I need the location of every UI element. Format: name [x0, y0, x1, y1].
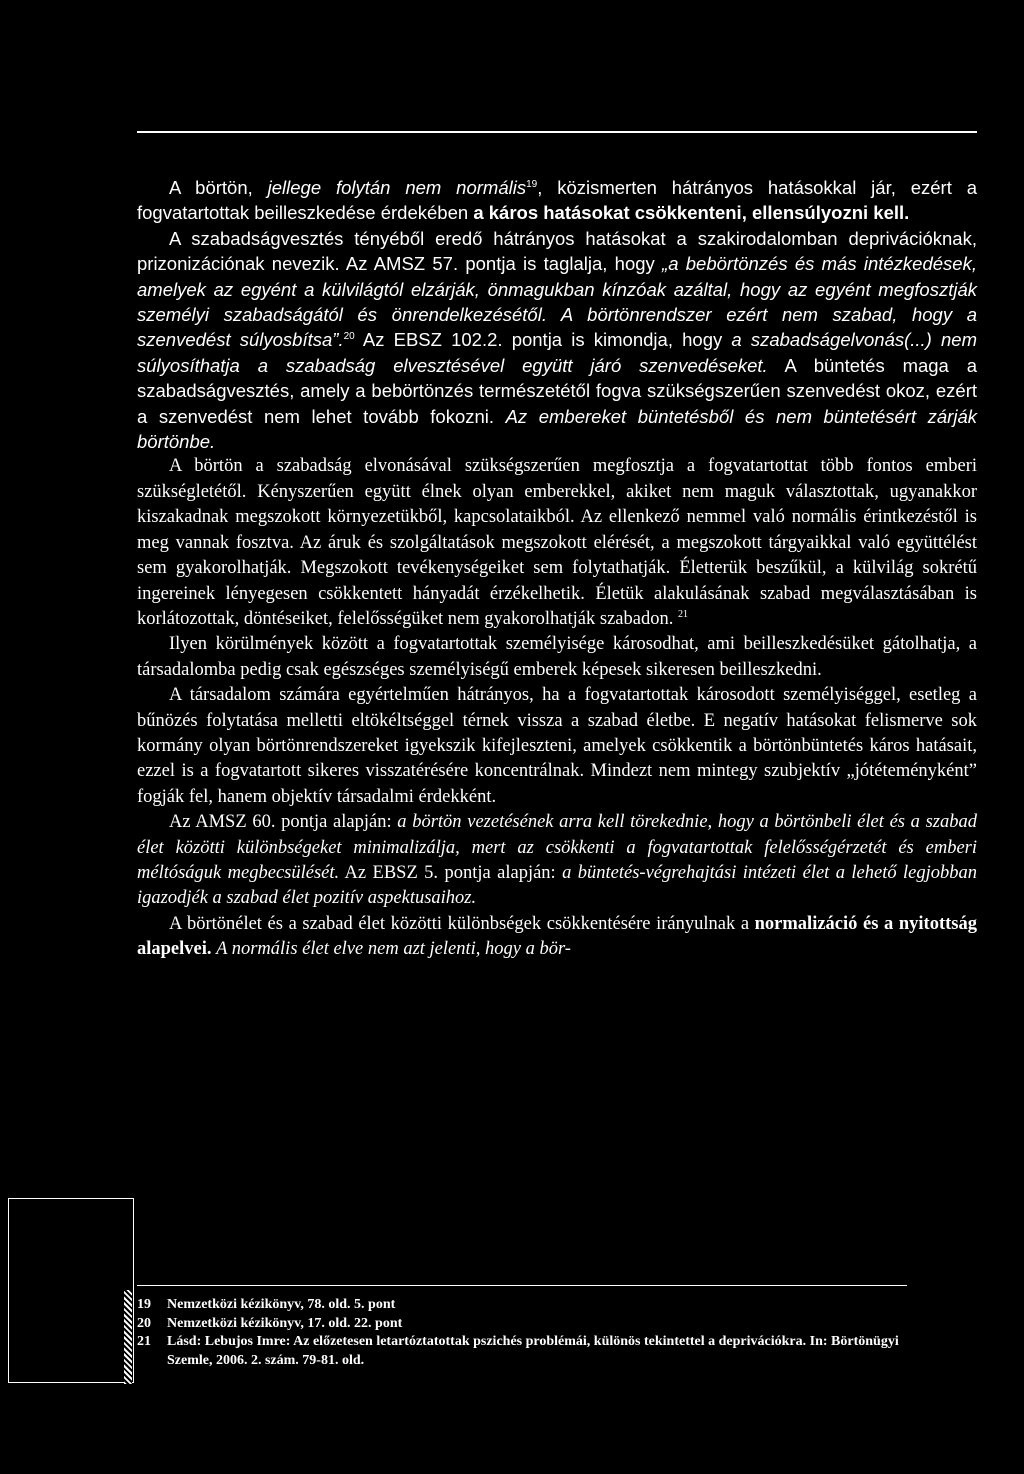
footnote-text: Lásd: Lebujos Imre: Az előzetesen letartóztatottak pszichés problémái, különös tekintettel a deprivációkra. In: Börtönügyi Szemle, 2006. 2. szám. 79-81. old. — [167, 1334, 899, 1368]
text-segment: a szabadságelvonás(...) nem súlyosíthatja a szabadság elvesztésével együtt járó szenvedéseket. — [137, 329, 977, 376]
footnote-number: 21 — [137, 1334, 151, 1349]
text-segment: Az AMSZ 60. pontja alapján: — [169, 812, 398, 833]
text-segment: A börtönélet és a szabad élet közötti különbségek csökkentésére irányulnak a — [169, 913, 755, 934]
text-segment: a büntetés-végrehajtási intézeti élet a lehető legjobban igazodjék a szabad élet pozitív aspektusaihoz. — [137, 862, 978, 909]
footnote — [137, 1333, 937, 1370]
text-segment: Az EBSZ 5. pontja alapján: — [339, 862, 563, 883]
margin-pattern — [124, 1290, 132, 1384]
footnote-ref: 21 — [677, 608, 688, 620]
paragraph — [137, 632, 977, 683]
text-segment: A börtön a szabadság elvonásával szükségszerűen megfosztja a fogvatartottat több fontos emberi szükségletétől. Kényszerűen együtt élnek olyan emberekkel, akiket nem maguk választottak, ugyanakkor kiszakadnak megszokott környezetükből, kapcsolataikból. Az ellenkező nemmel való normális érintkezéstől is meg vannak fosztva. Az áruk és szolgáltatások megszokott elérését, a megszokott tárgyaikkal való együttélést sem gyakorolhatják. Megszokott tevékenységeiket sem folytathatják. Életterük beszűkül, a külvilág sokrétű ingereinek lényegesen csökkentett hányadát érzékelhetik. Életük alakulásának szabad megválasztásában is korlátozottak, döntéseiket, felelősségüket nem gyakorolhatják szabadon. — [137, 456, 977, 629]
text-segment: Ilyen körülmények között a fogvatartottak személyisége károsodhat, ami beilleszkedésüket gátolhatja, a társadalomba pedig csak egészséges személyiségű emberek képesek sikeresen beilleszkedni. — [137, 634, 977, 680]
header-rule — [137, 131, 977, 133]
paragraph — [137, 175, 977, 226]
text-segment: A szabadságvesztés tényéből eredő hátrányos hatásokat a szakirodalomban deprivációknak, prizonizációnak nevezik. Az AMSZ 57. pontja is taglalja, hogy — [137, 227, 977, 275]
footnote-text: Nemzetközi kézikönyv, 17. old. 22. pont — [167, 1315, 403, 1331]
text-segment: , közismerten hátrányos hatásokkal jár, ezért a fogvatartottak beilleszkedése érdekében — [137, 177, 977, 224]
paragraph — [137, 454, 977, 632]
footnote-number: 20 — [137, 1315, 151, 1331]
text-segment: A normális élet elve nem azt jelenti, hogy a bör- — [216, 939, 571, 960]
footnote — [137, 1315, 937, 1334]
text-segment: Az embereket büntetésből és nem büntetésért zárják börtönbe. — [137, 405, 977, 453]
text-segment: normalizáció és a nyitottság alapelvei. — [137, 913, 977, 960]
text-segment: A büntetés maga a szabadságvesztés, amely a bebörtönzés természetétől fogva szükségszerűen szenvedést okoz, ezért a szenvedést nem lehet tovább fokozni. — [137, 354, 978, 427]
text-segment: Az EBSZ 102.2. pontja is kimondja, hogy — [354, 329, 732, 351]
text-segment: „a bebörtönzés és más intézkedések, amelyek az egyént a külvilágtól elzárják, önmagukban kínzóak azáltal, hogy az egyént megfosztják személyi szabadságától és önrendelkezésétől. A börtönrendszer ezért nem szabad, hogy a szenvedést súlyosbítsa”. — [137, 253, 977, 351]
text-segment: A börtön, — [169, 177, 268, 198]
margin-box — [8, 1198, 134, 1383]
footnote — [137, 1296, 937, 1315]
text-segment: a káros hatásokat csökkenteni, ellensúlyozni kell. — [473, 202, 910, 224]
text-segment: a börtön vezetésének arra kell törekednie, hogy a börtönbeli élet és a szabad élet közötti különbségeket minimalizálja, mert az csökkenti a fogvatartottak felelősségérzetét és emberi méltóságuk megbecsülését. — [137, 812, 977, 883]
footnote-ref: 20 — [343, 331, 355, 343]
paragraph — [137, 226, 977, 455]
footnote-number: 19 — [137, 1297, 151, 1312]
footnote-ref: 19 — [526, 178, 538, 190]
paragraph — [137, 810, 977, 912]
footnote-text: Nemzetközi kézikönyv, 78. old. 5. pont — [167, 1297, 396, 1312]
paragraph — [137, 912, 977, 963]
footnote-rule — [137, 1285, 907, 1286]
body-text — [137, 175, 977, 963]
text-segment: A társadalom számára egyértelműen hátrányos, ha a fogvatartottak károsodott személyiséggel, esetleg a bűnözés folytatása melletti eltökéltséggel térnek vissza a szabad életbe. E negatív hatásokat felismerve sok kormány olyan börtönrendszereket igyekszik kifejleszteni, amelyek csökkentik a börtönbüntetés káros hatásait, ezzel is a fogvatartott sikeres visszatérésére koncentrálnak. Mindezt nem mintegy szubjektív „jótéteményként” fogják fel, hanem objektív társadalmi érdekként. — [137, 685, 977, 807]
paragraph — [137, 683, 977, 810]
text-segment: jellege folytán nem normális — [267, 177, 527, 198]
footnotes — [137, 1296, 937, 1370]
